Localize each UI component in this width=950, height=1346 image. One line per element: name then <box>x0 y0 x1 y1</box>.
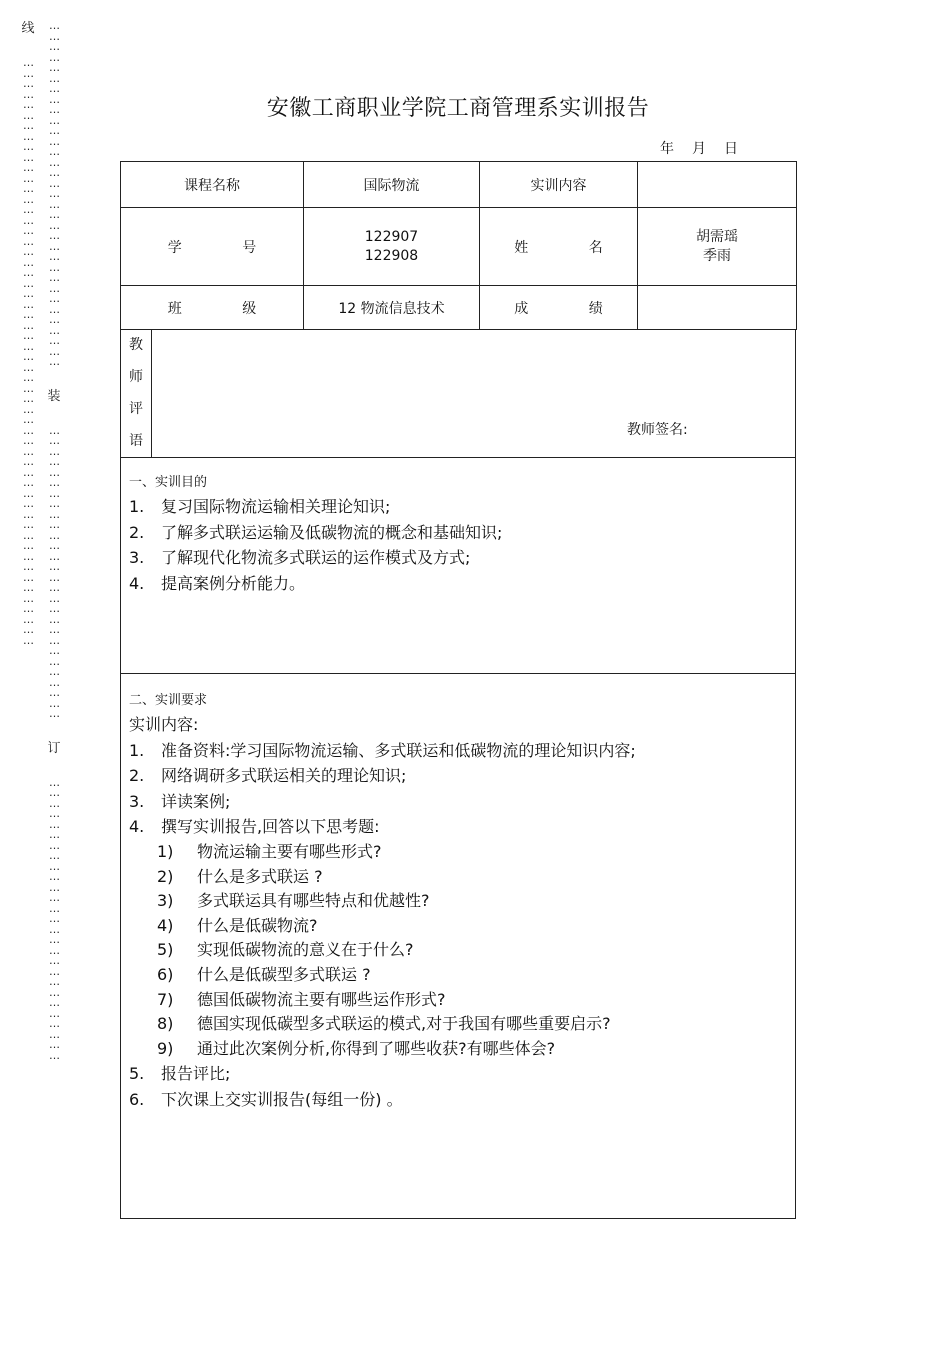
grade-value <box>638 286 797 330</box>
comment-label-char: 语 <box>129 433 143 449</box>
list-item <box>129 494 502 520</box>
question-text: 实现低碳物流的意义在于什么? <box>197 940 414 960</box>
item-number: 2. <box>129 766 145 786</box>
binding-char-zhuang: 装 <box>47 388 61 404</box>
item-number: 6. <box>129 1089 145 1109</box>
question-number: 6) <box>157 964 174 984</box>
question-text: 多式联运具有哪些特点和优越性? <box>197 891 430 911</box>
student-name-values <box>638 208 797 286</box>
list-item <box>129 571 502 597</box>
section-heading: 二、实训要求 <box>129 693 208 708</box>
class-value: 12 物流信息技术 <box>304 286 480 330</box>
student-id-2: 122908 <box>364 247 419 264</box>
section-heading: 一、实训目的 <box>129 475 208 490</box>
question-item <box>129 988 636 1013</box>
binding-char-ding: 订 <box>47 740 61 756</box>
item-number: 5. <box>129 1064 145 1084</box>
question-number: 4) <box>157 915 174 935</box>
course-value: 国际物流 <box>304 162 480 208</box>
list-item <box>129 789 636 815</box>
binding-dots: … … … … … … … … … … … … … … … … … … … … … … … … … … … … <box>49 423 59 720</box>
comment-label-char: 教 <box>129 337 143 353</box>
question-text: 什么是多式联运 ? <box>197 866 323 886</box>
list-item <box>129 738 636 764</box>
question-item <box>129 889 636 914</box>
binding-margin-right <box>44 0 64 1072</box>
course-label: 课程名称 <box>121 162 304 208</box>
teacher-signature-label: 教师签名: <box>627 422 688 438</box>
item-number: 1. <box>129 740 145 760</box>
grade-label <box>480 286 638 330</box>
comment-label-char: 评 <box>129 401 143 417</box>
student-name-label-text: 姓 名 <box>514 239 631 256</box>
grade-label-text: 成 绩 <box>514 300 631 317</box>
item-text: 了解现代化物流多式联运的运作模式及方式; <box>161 548 471 568</box>
content-label: 实训内容 <box>480 162 638 208</box>
question-number: 2) <box>157 866 174 886</box>
student-name-label <box>480 208 638 286</box>
question-item <box>129 865 636 890</box>
question-number: 9) <box>157 1038 174 1058</box>
teacher-comment-box <box>120 329 796 458</box>
item-text: 撰写实训报告,回答以下思考题: <box>161 817 380 837</box>
list-item <box>129 763 636 789</box>
binding-margin-left <box>18 0 38 657</box>
question-number: 3) <box>157 891 174 911</box>
item-text: 详读案例; <box>161 791 231 811</box>
binding-dots: … … … … … … … … … … … … … … … … … … … … … … … … … … … … … … … … … … … … … … … … … … … … … … … … … … … … … … … … <box>23 56 33 647</box>
question-item <box>129 840 636 865</box>
question-number: 5) <box>157 940 174 960</box>
comment-label-char: 师 <box>129 369 143 385</box>
question-text: 物流运输主要有哪些形式? <box>197 841 382 861</box>
table-row <box>121 208 797 286</box>
list-item <box>129 545 502 571</box>
item-number: 3. <box>129 548 145 568</box>
binding-char-xian: 线 <box>21 21 35 36</box>
question-text: 通过此次案例分析,你得到了哪些收获?有哪些体会? <box>197 1038 556 1058</box>
question-item <box>129 1012 636 1037</box>
table-row <box>121 286 797 330</box>
info-table <box>120 161 797 330</box>
question-number: 7) <box>157 989 174 1009</box>
date-year: 年 <box>660 141 674 157</box>
date-month: 月 <box>692 141 706 157</box>
question-item <box>129 963 636 988</box>
content-value <box>638 162 797 208</box>
list-item <box>129 520 502 546</box>
item-number: 3. <box>129 791 145 811</box>
question-number: 8) <box>157 1014 174 1034</box>
teacher-comment-label <box>121 329 152 457</box>
item-text: 准备资料:学习国际物流运输、多式联运和低碳物流的理论知识内容; <box>161 740 636 760</box>
item-number: 4. <box>129 817 145 837</box>
report-title: 安徽工商职业学院工商管理系实训报告 <box>266 95 650 121</box>
question-item <box>129 938 636 963</box>
item-text: 提高案例分析能力。 <box>161 573 306 593</box>
table-row <box>121 162 797 208</box>
question-text: 德国低碳物流主要有哪些运作形式? <box>197 989 446 1009</box>
binding-dots: … … … … … … … … … … … … … … … … … … … … … … … … … … … <box>49 775 59 1062</box>
item-number: 4. <box>129 573 145 593</box>
question-number: 1) <box>157 841 174 861</box>
student-name-1: 胡需瑶 <box>696 228 738 245</box>
objectives-list <box>129 494 502 596</box>
list-item <box>129 1061 636 1087</box>
item-number: 1. <box>129 497 145 516</box>
class-label-text: 班 级 <box>167 300 285 317</box>
list-item <box>129 1087 636 1113</box>
item-text: 下次课上交实训报告(每组一份) 。 <box>161 1089 403 1109</box>
list-item <box>129 814 636 840</box>
date-line <box>660 138 780 158</box>
question-item <box>129 914 636 939</box>
item-text: 了解多式联运运输及低碳物流的概念和基础知识; <box>161 522 503 542</box>
question-text: 德国实现低碳型多式联运的模式,对于我国有哪些重要启示? <box>197 1014 611 1034</box>
section-objectives <box>120 457 796 674</box>
item-text: 复习国际物流运输相关理论知识; <box>161 497 391 516</box>
student-id-label-text: 学 号 <box>167 239 285 256</box>
student-name-2: 季雨 <box>703 247 731 264</box>
date-day: 日 <box>724 141 738 157</box>
student-id-values <box>304 208 480 286</box>
section-requirements <box>120 673 796 1219</box>
requirements-intro: 实训内容: <box>129 715 199 734</box>
binding-dots: … … … … … … … … … … … … … … … … … … … … … … … … … … … … … … … … … <box>49 19 59 368</box>
student-id-1: 122907 <box>364 228 419 245</box>
class-label <box>121 286 304 330</box>
student-id-label <box>121 208 304 286</box>
question-text: 什么是低碳物流? <box>197 915 318 935</box>
requirements-list <box>129 712 636 1113</box>
item-number: 2. <box>129 522 145 542</box>
question-text: 什么是低碳型多式联运 ? <box>197 964 371 984</box>
question-item <box>129 1037 636 1062</box>
item-text: 报告评比; <box>161 1064 231 1084</box>
item-text: 网络调研多式联运相关的理论知识; <box>161 766 407 786</box>
